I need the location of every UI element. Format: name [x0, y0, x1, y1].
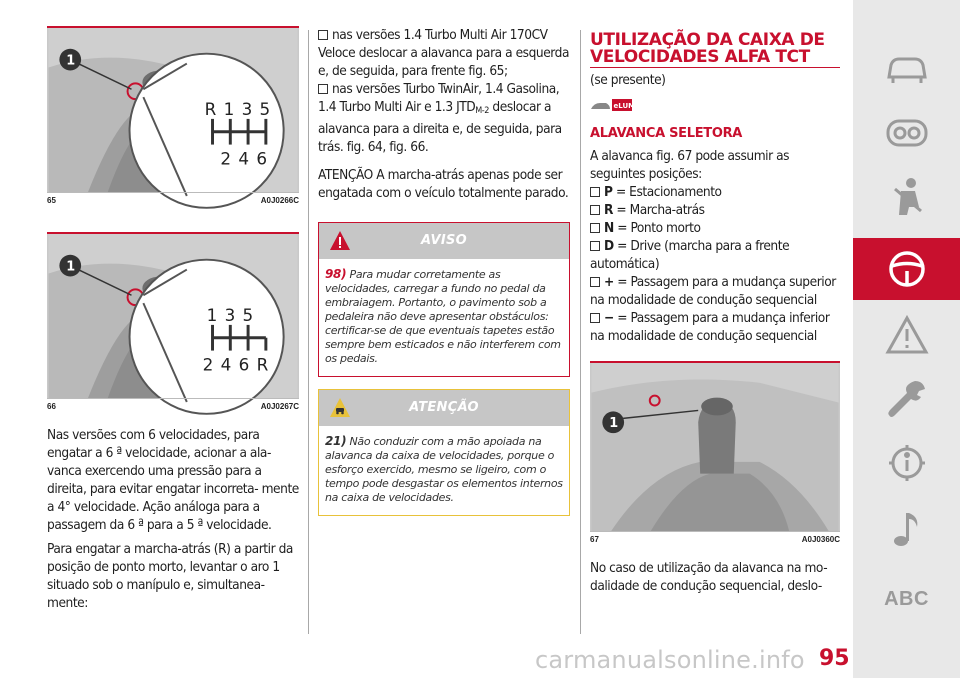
chapter-sidebar	[853, 0, 960, 678]
gear-pattern-bottom: 2 4 6 R	[202, 354, 270, 375]
sidebar-item-info[interactable]	[853, 436, 960, 490]
section-heading: ALAVANCA SELETORA	[590, 126, 743, 141]
sidebar-item-seatbelt[interactable]	[853, 170, 960, 224]
section-title: UTILIZAÇÃO DA CAIXA DE VELOCIDADES ALFA TCT	[590, 32, 840, 68]
subscript: M-2	[475, 106, 489, 116]
position-item	[590, 183, 840, 201]
position-item	[590, 273, 840, 309]
column-1	[47, 26, 299, 612]
figure-number: 65	[47, 196, 56, 205]
checkbox-bullet-icon	[590, 277, 600, 287]
wrench-icon	[885, 379, 929, 419]
gear-pattern-bottom: 2 4 6	[220, 148, 269, 169]
position-key: R	[604, 202, 613, 218]
position-text: = Marcha-atrás	[616, 202, 705, 218]
position-item	[590, 237, 840, 273]
figure-code: A0J0267C	[260, 402, 299, 411]
gear-pattern-top: R 1 3 5	[204, 98, 272, 119]
figure-caption	[47, 398, 299, 412]
music-note-icon	[885, 509, 929, 549]
position-item	[590, 309, 840, 345]
bullet-item	[318, 80, 570, 156]
abc-index-label: ABC	[884, 587, 929, 610]
checkbox-bullet-icon	[590, 241, 600, 251]
bullet-item	[318, 26, 570, 80]
lum-badge	[590, 97, 636, 111]
position-text: = Passagem para a mudança inferior na modalidade de condução sequencial	[590, 310, 830, 344]
column-divider	[308, 30, 309, 634]
body-paragraph: A alavanca fig. 67 pode assumir as seguintes posições:	[590, 148, 790, 182]
position-key: −	[604, 310, 614, 326]
position-list	[590, 183, 840, 345]
atencao-box	[318, 389, 570, 516]
body-paragraph: Nas versões com 6 velocidades, para engatar a 6 ª velocidade, acionar a ala- vanca exercendo uma pressão para a direita, para evitar engatar incorreta- mente a 4° velocidade. Ação análoga para a passagem da 6 ª para a 5 ª velocidade.	[47, 427, 299, 533]
aviso-text: Para mudar corretamente as velocidades, carregar a fundo no pedal da embraiagem. Portanto, o pavimento sob a pedaleira não deve apresentar obstáculos: certificar-se de que eventuais tapetes estão sempre bem esticados e não interferem com os pedais.	[325, 268, 561, 365]
position-text: = Passagem para a mudança superior na modalidade de condução sequencial	[590, 274, 836, 308]
aviso-title: AVISO	[421, 233, 467, 248]
position-text: = Estacionamento	[615, 184, 722, 200]
sidebar-item-dashboard[interactable]	[853, 106, 960, 160]
dashboard-icon	[885, 113, 929, 153]
seatbelt-icon	[885, 177, 929, 217]
page-number: 95	[819, 646, 850, 671]
aviso-body	[319, 259, 569, 376]
note-number: 98)	[325, 267, 347, 281]
atencao-header	[319, 390, 569, 426]
bullet-text: deslocar a alavanca para a direita e, de seguida, para trás. fig. 64, fig. 66.	[318, 99, 562, 155]
sidebar-item-warning[interactable]	[853, 308, 960, 362]
warning-icon	[885, 315, 929, 355]
callout-number: 1	[66, 53, 76, 69]
aviso-box	[318, 222, 570, 377]
checkbox-bullet-icon	[590, 187, 600, 197]
callout-number: 1	[66, 259, 76, 275]
body-paragraph: ATENÇÃO A marcha-atrás apenas pode ser engatada com o veículo totalmente parado.	[318, 167, 569, 201]
car-lum-icon	[590, 98, 636, 112]
gear-pattern-top: 1 3 5	[206, 304, 255, 325]
sidebar-item-music[interactable]	[853, 502, 960, 556]
figure-caption	[47, 192, 299, 206]
atencao-text: Não conduzir com a mão apoiada na alavanca da caixa de velocidades, porque o esforço exercido, mesmo se ligeiro, com o tempo pode desgastar os elementos internos na caixa de velocidades.	[325, 435, 563, 504]
figure-code: A0J0266C	[260, 196, 299, 205]
info-gear-icon	[885, 443, 929, 483]
checkbox-bullet-icon	[318, 84, 328, 94]
figure-code: A0J0360C	[801, 535, 840, 544]
position-key: N	[604, 220, 614, 236]
body-paragraph: Para engatar a marcha-atrás (R) a partir da posição de ponto morto, levantar o aro 1 situado sob o manípulo e, simultanea- mente:	[47, 541, 293, 611]
checkbox-bullet-icon	[590, 313, 600, 323]
section-subtitle: (se presente)	[590, 72, 666, 88]
checkbox-bullet-icon	[590, 205, 600, 215]
sidebar-item-car[interactable]	[853, 42, 960, 96]
position-key: P	[604, 184, 613, 200]
bullet-text: nas versões Turbo TwinAir, 1.4 Gasolina, 1.4 Turbo Multi Air e 1.3 JTD	[318, 81, 560, 115]
note-number: 21)	[325, 434, 347, 448]
body-paragraph: No caso de utilização da alavanca na mo- dalidade de condução sequencial, deslo-	[590, 560, 828, 594]
column-divider	[580, 30, 581, 634]
figure-66	[47, 232, 299, 398]
figure-67	[590, 361, 840, 531]
selector-lever-illustration	[590, 363, 840, 531]
atencao-body	[319, 426, 569, 515]
position-item	[590, 201, 840, 219]
figure-65	[47, 26, 299, 192]
sidebar-item-wrench[interactable]	[853, 372, 960, 426]
gear-lever-illustration	[47, 28, 299, 192]
position-key: +	[604, 274, 614, 290]
bullet-text: nas versões 1.4 Turbo Multi Air 170CV Veloce deslocar a alavanca para a esquerda e, de seguida, para frente fig. 65;	[318, 27, 569, 79]
column-3	[590, 32, 840, 595]
checkbox-bullet-icon	[318, 30, 328, 40]
car-icon	[885, 49, 929, 89]
steering-wheel-icon	[885, 249, 929, 289]
gear-lever-illustration	[47, 234, 299, 398]
column-2	[318, 26, 570, 516]
watermark: carmanualsonline.info	[535, 646, 805, 674]
callout-number: 1	[609, 416, 619, 432]
position-text: = Drive (marcha para a frente automática)	[590, 238, 790, 272]
atencao-title: ATENÇÃO	[409, 400, 479, 415]
position-item	[590, 219, 840, 237]
position-key: D	[604, 238, 614, 254]
position-text: = Ponto morto	[617, 220, 701, 236]
figure-number: 66	[47, 402, 56, 411]
checkbox-bullet-icon	[590, 223, 600, 233]
sidebar-item-steering[interactable]	[853, 238, 960, 300]
sidebar-item-abc[interactable]	[853, 572, 960, 626]
figure-number: 67	[590, 535, 599, 544]
svg-text:eLUM: eLUM	[613, 102, 636, 110]
aviso-header	[319, 223, 569, 259]
figure-caption	[590, 531, 840, 545]
